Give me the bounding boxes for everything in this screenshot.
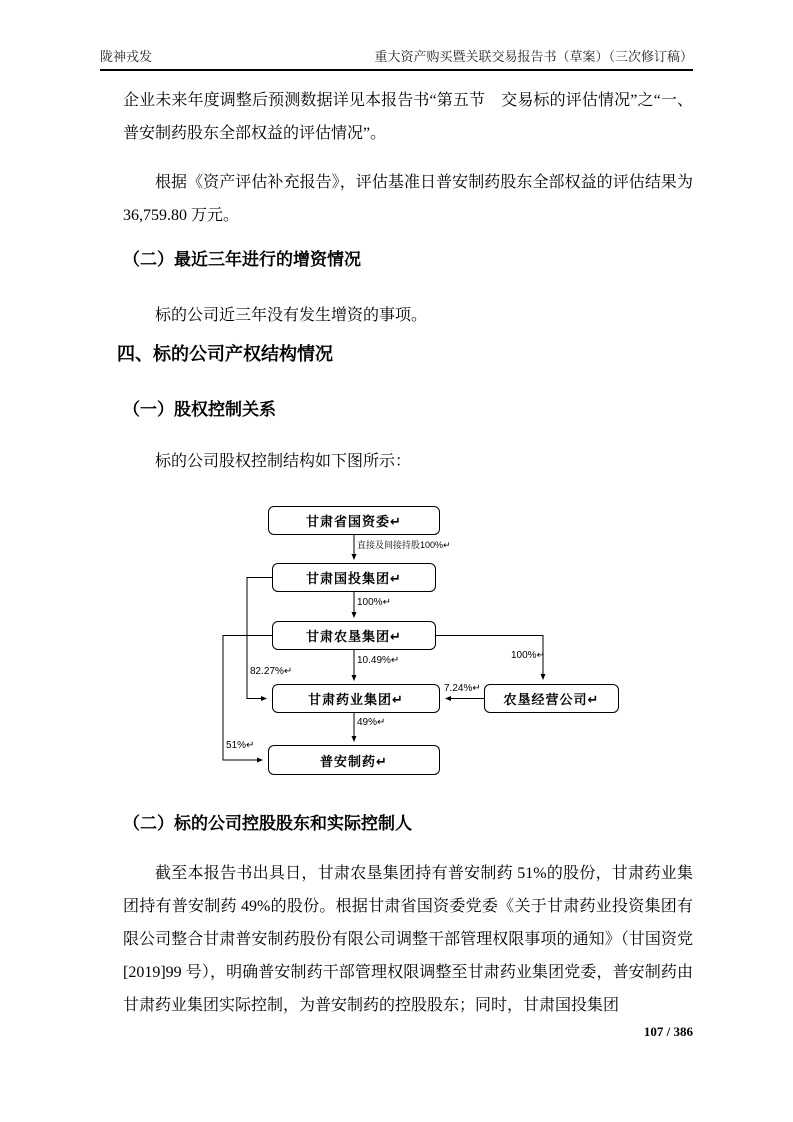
heading-capital-increase: （二）最近三年进行的增资情况 [123,250,361,269]
node-label: 普安制药↵ [320,753,388,769]
paragraph-structure-intro: 标的公司股权控制结构如下图所示： [155,453,412,470]
paragraph-forecast: 企业未来年度调整后预测数据详见本报告书“第五节 交易标的评估情况”之“一、普安制药股东全部权益的评估情况”。 [123,92,693,142]
node-label: 甘肃省国资委↵ [306,514,402,529]
paragraph-no-increase: 标的公司近三年没有发生增资的事项。 [155,307,428,324]
edge-label-7-24: 7.24%↵ [444,683,481,694]
node-nongken-jingying-company [484,684,619,713]
edge-label-82-27: 82.27%↵ [250,666,293,677]
heading-equity-control: （一）股权控制关系 [123,400,276,419]
header-divider [100,69,693,71]
node-label: 农垦经营公司↵ [503,692,600,707]
node-label: 甘肃农垦集团↵ [306,629,402,644]
paragraph-controlling-shareholder: 截至本报告书出具日，甘肃农垦集团持有普安制药 51%的股份，甘肃药业集团持有普安制药 49%的股份。根据甘肃省国资委党委《关于甘肃药业投资集团有限公司整合甘肃普安制药股份有限公司调整干部管理权限事项的通知》（甘国资党[2019]99 号），明确普安制药干部管理权限调整至甘肃药业集团党委，普安制药由甘肃药业集团实际控制，为普安制药的控股股东；同时，甘肃国投集团 [123,865,693,1014]
edge-label-10-49: 10.49%↵ [357,655,400,666]
node-gansu-guotou-group [272,563,436,592]
equity-structure-diagram [0,500,793,790]
edge-line-guotou-yaoye [247,578,272,699]
edge-label-100-right: 100%↵ [511,650,545,661]
node-gansu-sasac [268,506,440,535]
page-number: 107 / 386 [643,1024,693,1039]
heading-controlling-shareholder: （二）标的公司控股股东和实际控制人 [123,814,412,833]
header-right-title: 重大资产购买暨关联交易报告书（草案）（三次修订稿） [374,49,693,64]
node-gansu-nongken-group [272,621,436,650]
page-header [100,46,693,65]
edge-label-49: 49%↵ [357,717,386,728]
node-label: 甘肃药业集团↵ [308,692,404,707]
node-label: 甘肃国投集团↵ [306,571,402,586]
edge-label-51: 51%↵ [226,740,255,751]
paragraph-appraisal-result: 根据《资产评估补充报告》，评估基准日普安制药股东全部权益的评估结果为 36,759.80 万元。 [123,174,693,224]
header-left-title: 陇神戎发 [100,49,153,64]
edge-label-100-left: 100%↵ [357,597,391,608]
node-gansu-yaoye-group [272,684,440,713]
heading-ownership-structure: 四、标的公司产权结构情况 [117,344,333,364]
node-puan-pharma [268,745,440,775]
edge-label-direct-indirect-100: 直接及间接持股100%↵ [357,540,451,550]
